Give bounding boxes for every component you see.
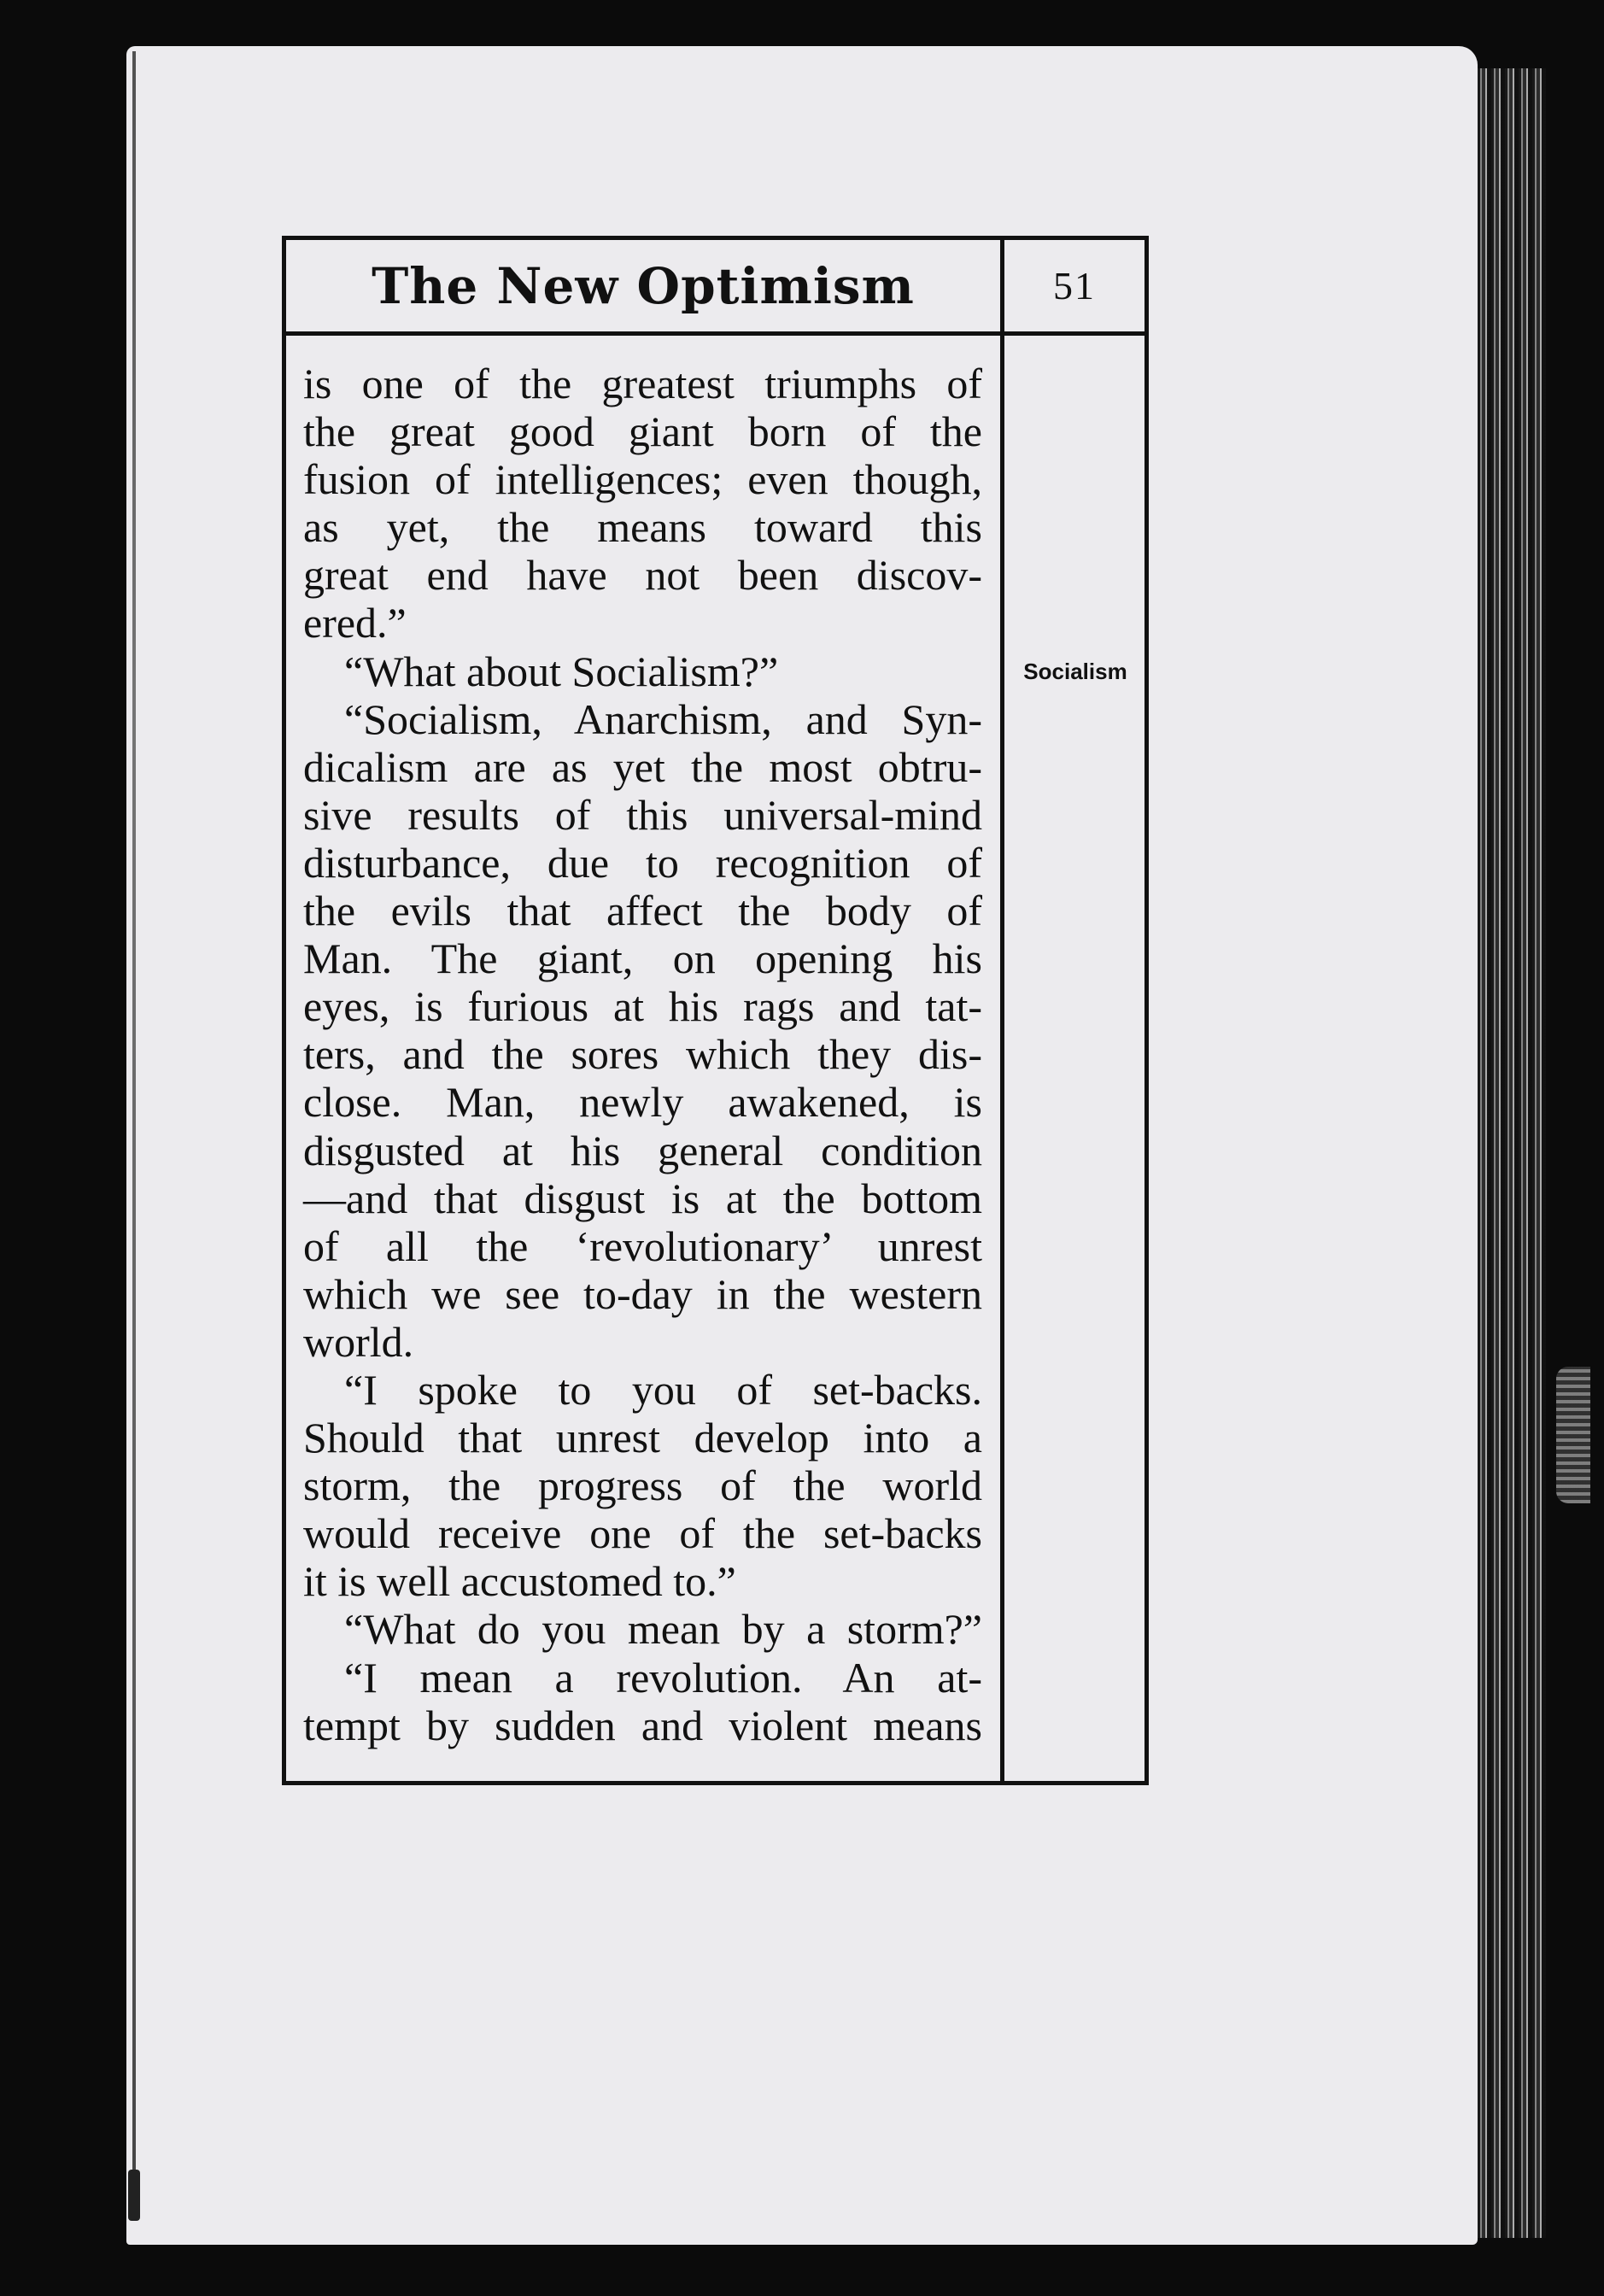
text-frame [282,236,1149,1785]
marginal-note: Socialism [1023,659,1127,684]
text-line: the evils that affect the body of [303,887,982,935]
text-line: it is well accustomed to.” [303,1557,736,1606]
text-line: which we see to-day in the western [303,1269,982,1318]
text-line: would receive one of the set-backs [303,1509,982,1558]
text-line: “What about Socialism?” [344,647,779,695]
text-line: “I mean a revolution. An at- [344,1653,982,1702]
text-line: sive results of this universal-mind [303,790,982,839]
text-line: Man. The giant, on opening his [303,934,982,983]
text-line: as yet, the means toward this [303,503,982,552]
text-line: is one of the greatest triumphs of [303,360,982,407]
running-title: The New Optimism [372,256,915,315]
text-line: —and that disgust is at the bottom [303,1174,982,1222]
text-line: great end have not been discov- [303,551,982,600]
text-line: fusion of intelligences; even though, [303,455,982,504]
text-line: “I spoke to you of set-backs. [344,1365,982,1414]
text-line: close. Man, newly awakened, is [303,1078,982,1127]
text-line: of all the ‘revolutionary’ unrest [303,1221,982,1270]
text-line: disturbance, due to recognition of [303,838,982,887]
text-line: storm, the progress of the world [303,1461,982,1510]
text-line: “Socialism, Anarchism, and Syn- [344,694,982,743]
text-line: “What do you mean by a storm?” [344,1605,982,1654]
text-line: disgusted at his general condition [303,1126,982,1174]
page-gutter [132,51,136,2221]
text-line: ered.” [303,599,407,647]
text-line: eyes, is furious at his rags and tat- [303,982,982,1031]
page-edges [1478,68,1546,2238]
text-line: Should that unrest develop into a [303,1414,982,1462]
page-number: 51 [1053,264,1096,308]
text-line: ters, and the sores which they dis- [303,1030,982,1079]
gutter-smudge [128,2170,140,2221]
header-rule [286,331,1144,336]
text-line: dicalism are as yet the most obtru- [303,742,982,791]
margin-rule [1000,240,1004,1781]
body-text [303,360,982,1749]
text-line: tempt by sudden and violent means [303,1701,982,1749]
page-edge-tab [1556,1367,1590,1503]
text-line: world. [303,1317,414,1366]
text-line: the great good giant born of the [303,407,982,456]
